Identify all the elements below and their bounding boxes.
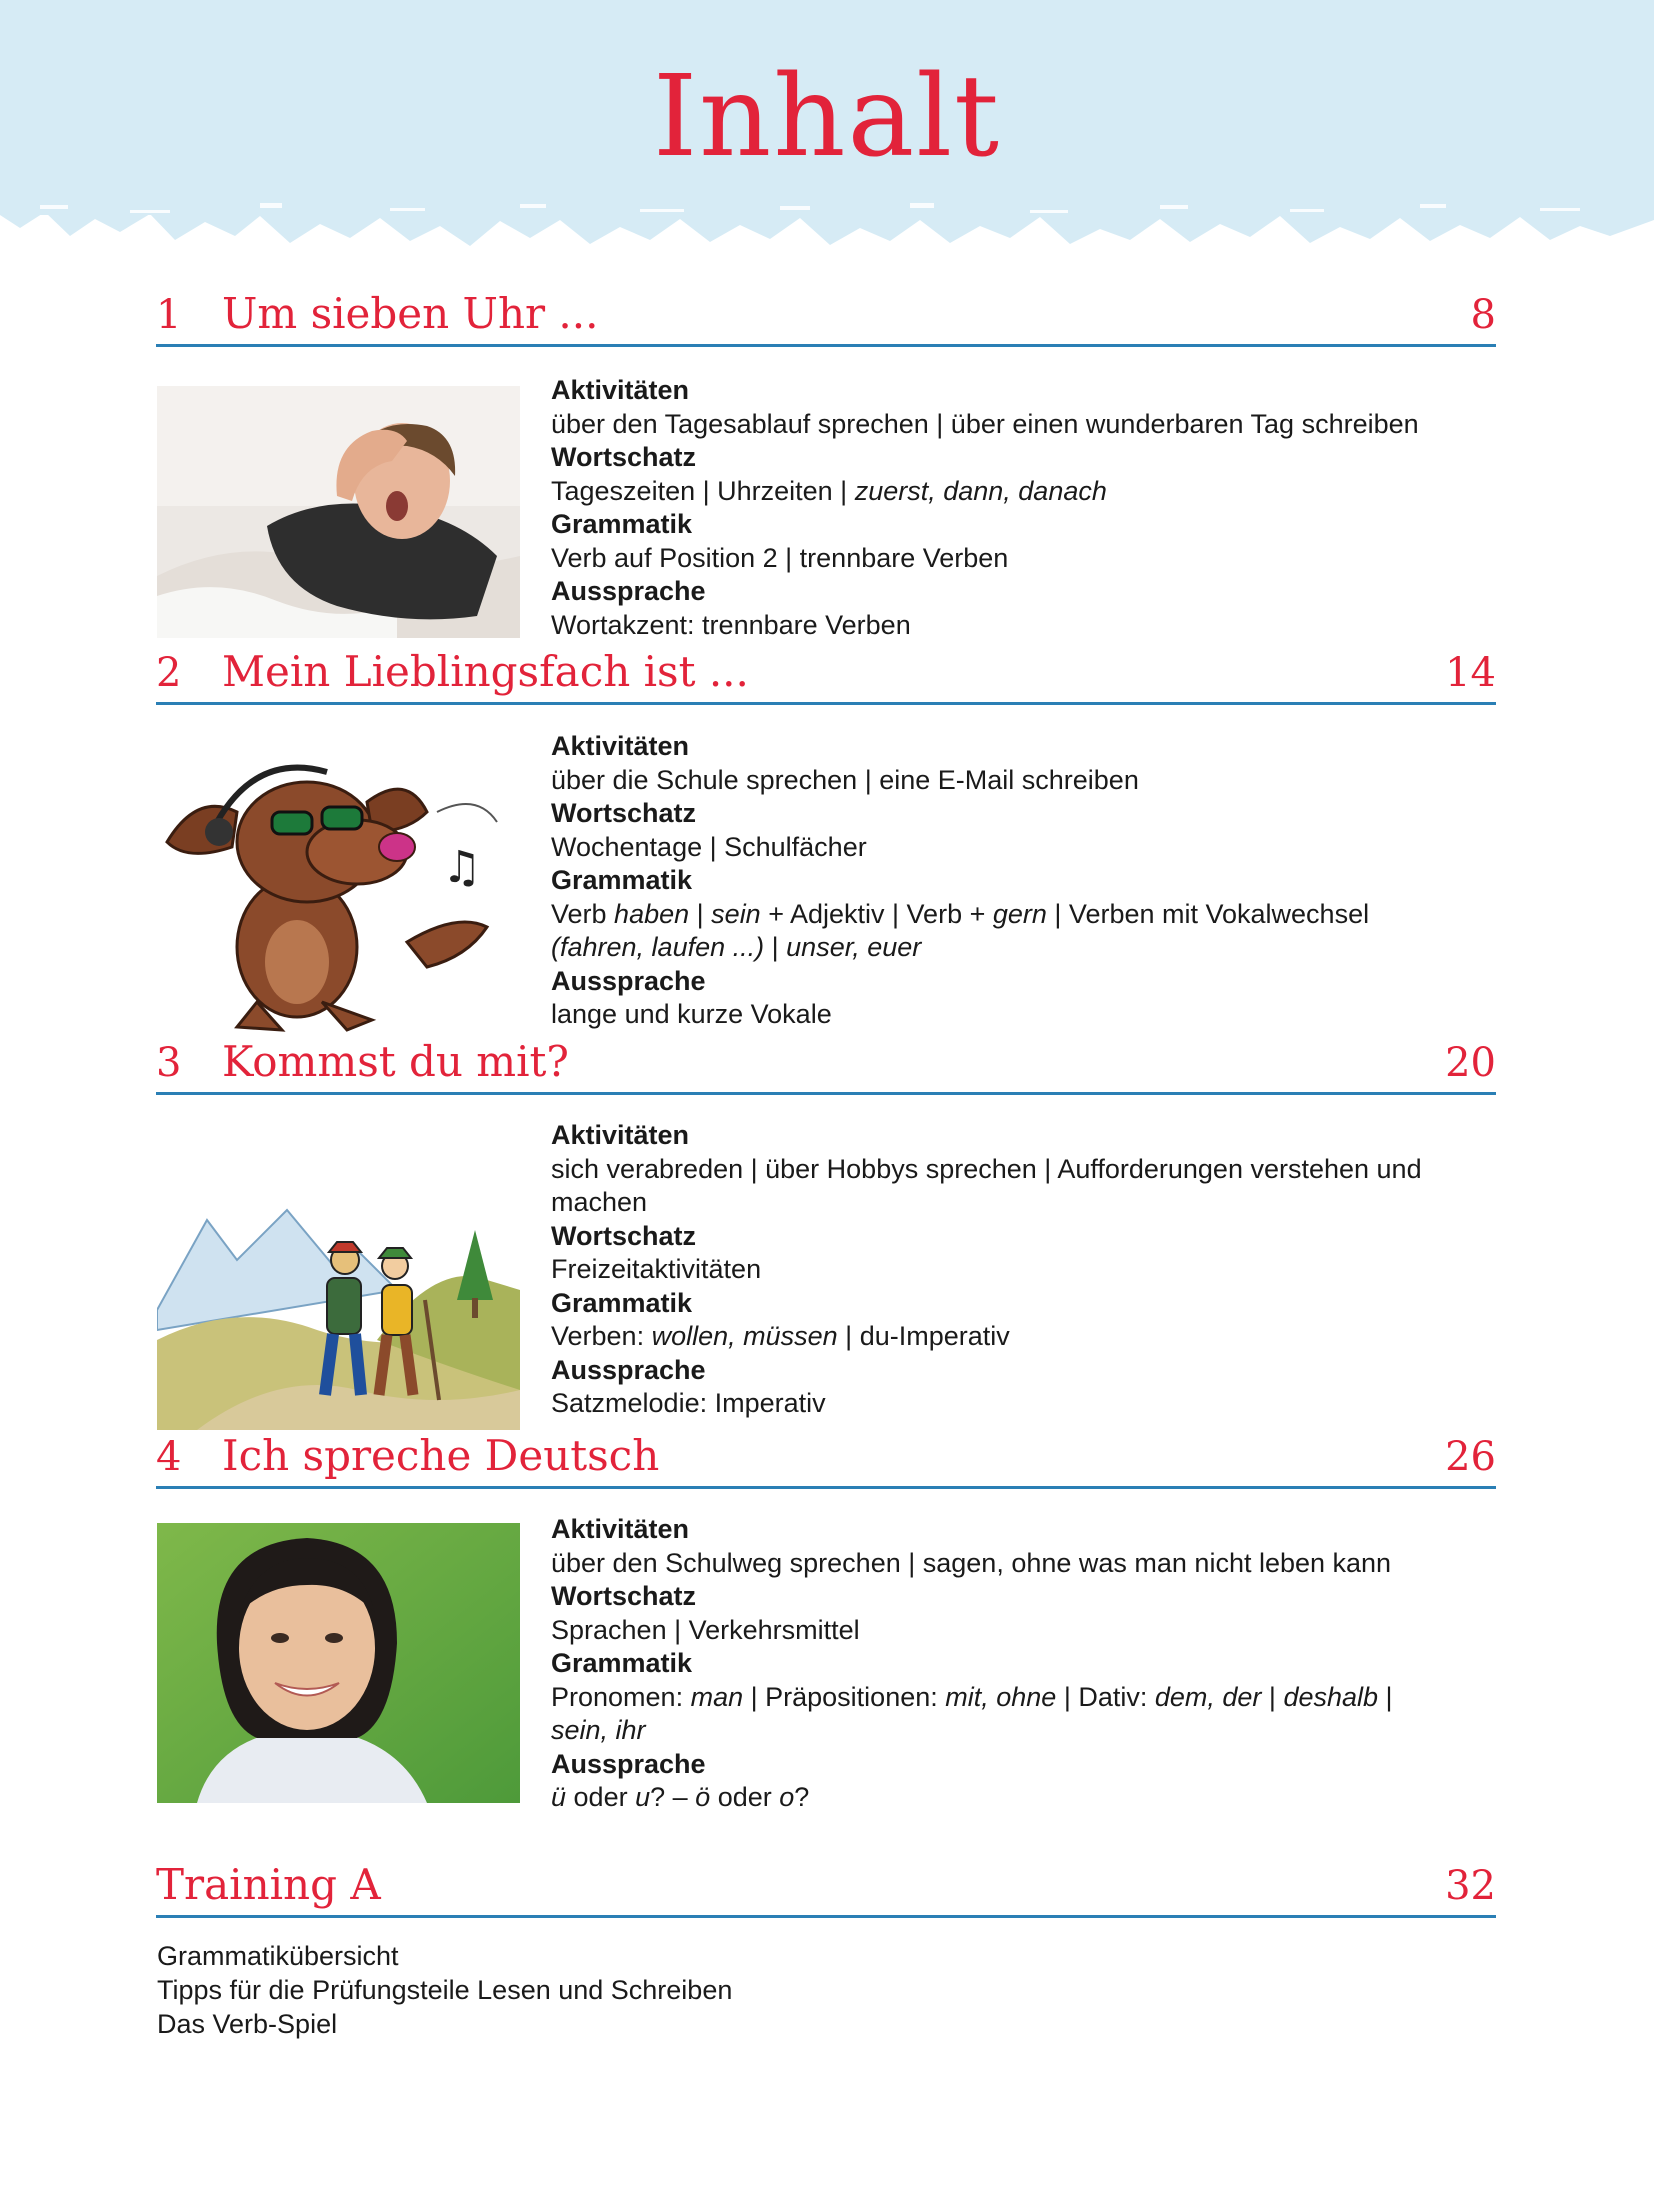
activities-text [551, 1153, 1496, 1220]
pronunciation-part: oder [710, 1782, 780, 1812]
training-list [157, 1939, 732, 2041]
grammar-text-italic: (fahren, laufen ...) [551, 932, 765, 962]
activities-label: Aktivitäten [551, 1514, 690, 1544]
pronunciation-text: Wortakzent: trennbare Verben [551, 609, 911, 640]
chapter-title[interactable]: Kommst du mit? [222, 1037, 569, 1086]
pronunciation-italic: u [635, 1782, 651, 1812]
chapter-details-4 [551, 1513, 1496, 1815]
grammar-text-italic: gern [992, 898, 1047, 929]
training-title[interactable]: Training A [156, 1860, 381, 1909]
pronunciation-italic: ö [695, 1782, 711, 1812]
pronunciation-text [551, 1781, 1496, 1815]
activities-line: machen [551, 1187, 648, 1217]
pronunciation-italic: ü [551, 1782, 567, 1812]
grammar-label: Grammatik [551, 509, 693, 539]
grammar-text-part: | Dativ: [1056, 1681, 1155, 1712]
list-item[interactable]: Tipps für die Prüfungsteile Lesen und Schreiben [157, 1975, 733, 2005]
grammar-text-italic: mit, ohne [945, 1681, 1057, 1712]
grammar-text-part: | [689, 898, 712, 929]
activities-label: Aktivitäten [551, 1120, 690, 1150]
vocabulary-label: Wortschatz [551, 442, 697, 472]
chapter-number: 1 [156, 292, 182, 338]
activities-text: über den Tagesablauf sprechen | über einen wunderbaren Tag schreiben [551, 408, 1419, 439]
list-item[interactable]: Das Verb-Spiel [157, 2009, 338, 2039]
chapter-header-3[interactable] [156, 1037, 1496, 1095]
chapter-page-number[interactable]: 20 [1445, 1040, 1496, 1086]
grammar-text-italic: unser, euer [786, 932, 922, 962]
dancing-dog-cartoon [157, 752, 520, 1036]
page-title: Inhalt [652, 52, 1002, 182]
vocabulary-label: Wortschatz [551, 1220, 697, 1251]
chapter-details-3 [551, 1119, 1496, 1421]
chapter-header-1[interactable] [156, 289, 1496, 347]
hiking-kids-cartoon [157, 1190, 520, 1430]
grammar-text-italic: wollen, müssen [651, 1321, 838, 1351]
chapter-header-2[interactable] [156, 647, 1496, 705]
grammar-text-part: Pronomen: [551, 1681, 691, 1712]
svg-text:♫: ♫ [442, 842, 482, 893]
grammar-text [551, 1320, 1496, 1354]
activities-line: sich verabreden | über Hobbys sprechen | Aufforderungen verstehen und [551, 1153, 1422, 1184]
training-page-number[interactable]: 32 [1445, 1863, 1496, 1909]
list-item[interactable]: Grammatikübersicht [157, 1941, 399, 1971]
chapter-details-1 [551, 374, 1496, 642]
grammar-text: Verb auf Position 2 | trennbare Verben [551, 542, 1009, 573]
grammar-text-italic: man [690, 1681, 744, 1712]
chapter-details-2 [551, 730, 1496, 1032]
grammar-text-italic: sein [711, 898, 761, 929]
activities-text: über den Schulweg sprechen | sagen, ohne was man nicht leben kann [551, 1547, 1392, 1578]
chapter-page-number[interactable]: 8 [1470, 292, 1496, 338]
activities-text: über die Schule sprechen | eine E-Mail schreiben [551, 764, 1139, 795]
grammar-text-part: | Präpositionen: [743, 1681, 946, 1712]
vocabulary-label: Wortschatz [551, 1581, 697, 1611]
activities-label: Aktivitäten [551, 375, 690, 405]
grammar-text-part: Verben: [551, 1321, 652, 1351]
vocabulary-text [551, 475, 1496, 509]
grammar-text-part: | Verben mit Vokalwechsel [1046, 898, 1370, 929]
pronunciation-label: Aussprache [551, 1748, 706, 1779]
grammar-text [551, 898, 1496, 965]
smiling-girl-photo [157, 1523, 520, 1803]
grammar-text-part: | [1378, 1681, 1393, 1712]
chapter-number: 4 [156, 1434, 182, 1480]
vocabulary-label: Wortschatz [551, 798, 697, 828]
grammar-text-part: | du-Imperativ [837, 1321, 1010, 1351]
chapter-number: 3 [156, 1040, 182, 1086]
pronunciation-part: ? [794, 1782, 810, 1812]
yawning-boy-photo [157, 386, 520, 638]
grammar-text-italic: haben [614, 898, 690, 929]
chapter-title[interactable]: Mein Lieblingsfach ist ... [222, 647, 749, 696]
vocabulary-text: Freizeitaktivitäten [551, 1254, 762, 1284]
vocabulary-text-part: Tageszeiten | Uhrzeiten | [551, 475, 855, 506]
activities-label: Aktivitäten [551, 731, 690, 761]
grammar-text-italic: deshalb [1283, 1681, 1379, 1712]
vocabulary-text: Wochentage | Schulfächer [551, 831, 867, 862]
pronunciation-label: Aussprache [551, 1354, 706, 1385]
grammar-text-part: | [764, 932, 787, 962]
pronunciation-text: Satzmelodie: Imperativ [551, 1388, 826, 1418]
grammar-text-italic: dem, der [1154, 1681, 1262, 1712]
pronunciation-part: oder [566, 1782, 636, 1812]
grammar-text-part: + Adjektiv | Verb + [760, 898, 993, 929]
chapter-header-4[interactable] [156, 1431, 1496, 1489]
grammar-text-part: Verb [551, 898, 615, 929]
grammar-label: Grammatik [551, 1287, 693, 1318]
vocabulary-text-italic: zuerst, dann, danach [854, 475, 1107, 506]
chapter-page-number[interactable]: 14 [1445, 650, 1496, 696]
pronunciation-part: ? – [650, 1782, 696, 1812]
chapter-title[interactable]: Um sieben Uhr ... [222, 289, 599, 338]
pronunciation-text: lange und kurze Vokale [551, 999, 832, 1029]
pronunciation-italic: o [779, 1782, 795, 1812]
chapter-title[interactable]: Ich spreche Deutsch [222, 1431, 660, 1480]
grammar-text-part: | [1261, 1681, 1284, 1712]
grammar-text [551, 1681, 1496, 1748]
pronunciation-label: Aussprache [551, 576, 706, 606]
grammar-text-italic: sein, ihr [551, 1715, 646, 1745]
chapter-page-number[interactable]: 26 [1445, 1434, 1496, 1480]
training-header[interactable] [156, 1860, 1496, 1918]
chapter-number: 2 [156, 650, 182, 696]
pronunciation-label: Aussprache [551, 965, 706, 996]
vocabulary-text: Sprachen | Verkehrsmittel [551, 1614, 860, 1645]
grammar-label: Grammatik [551, 865, 693, 895]
grammar-label: Grammatik [551, 1648, 693, 1678]
